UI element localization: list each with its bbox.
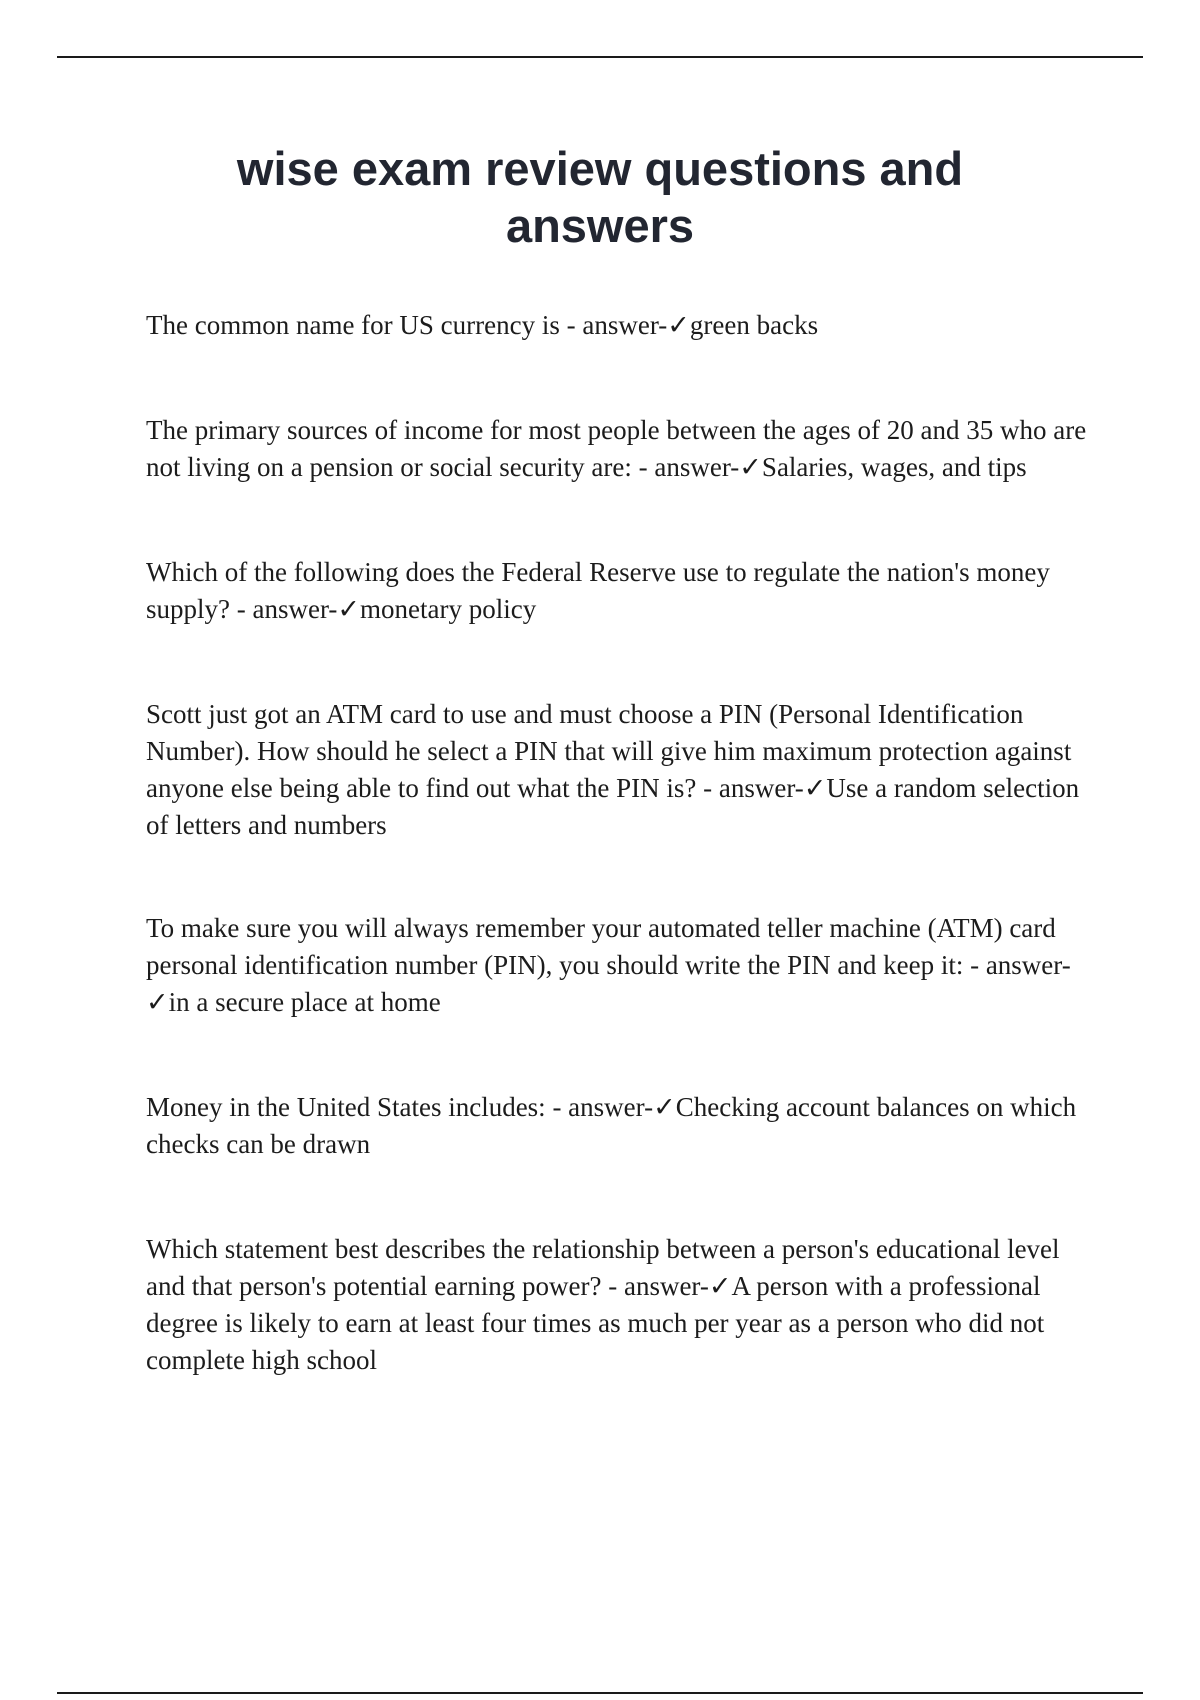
answer-marker: - answer-✓ bbox=[559, 310, 690, 340]
qa-list bbox=[146, 307, 1096, 1447]
qa-item-4 bbox=[146, 696, 1096, 844]
answer-marker: - answer-✓ bbox=[631, 452, 762, 482]
question-text: The primary sources of income for most people between the ages of 20 and 35 who are not living on a pension or social security are: bbox=[146, 415, 1087, 482]
answer-text: Salaries, wages, and tips bbox=[761, 452, 1027, 482]
qa-item-2 bbox=[146, 412, 1096, 486]
page-title: wise exam review questions and answers bbox=[236, 142, 964, 252]
question-text: Which statement best describes the relationship between a person's educational level and that person's potential earning power? bbox=[146, 1234, 1060, 1301]
answer-text: in a secure place at home bbox=[168, 987, 441, 1017]
answer-marker: - answer-✓ bbox=[146, 950, 1071, 1017]
qa-item-7 bbox=[146, 1231, 1096, 1379]
answer-text: A person with a professional degree is likely to earn at least four times as much per year as a person who did not complete high school bbox=[146, 1271, 1045, 1375]
top-rule bbox=[57, 56, 1143, 58]
qa-item-5 bbox=[146, 910, 1096, 1021]
bottom-rule bbox=[57, 1692, 1143, 1694]
qa-item-6 bbox=[146, 1089, 1096, 1163]
question-text: Scott just got an ATM card to use and must choose a PIN (Personal Identification Number). How should he select a PIN that will give him maximum protection against anyone else being able to find out what the PIN is? bbox=[146, 699, 1072, 803]
question-text: The common name for US currency is bbox=[146, 310, 560, 340]
answer-marker: - answer-✓ bbox=[545, 1092, 676, 1122]
answer-marker: - answer-✓ bbox=[230, 594, 361, 624]
answer-text: Checking account balances on which checks can be drawn bbox=[146, 1092, 1077, 1159]
answer-marker: - answer-✓ bbox=[601, 1271, 732, 1301]
answer-text: monetary policy bbox=[360, 594, 537, 624]
answer-marker: - answer-✓ bbox=[696, 773, 827, 803]
qa-item-3 bbox=[146, 554, 1096, 628]
question-text: Money in the United States includes: bbox=[146, 1092, 546, 1122]
question-text: To make sure you will always remember your automated teller machine (ATM) card personal identification number (PIN), you should write the PIN and keep it: bbox=[146, 913, 1056, 980]
answer-text: green backs bbox=[689, 310, 819, 340]
answer-text: Use a random selection of letters and numbers bbox=[146, 773, 1080, 840]
qa-item-1 bbox=[146, 307, 1096, 344]
question-text: Which of the following does the Federal Reserve use to regulate the nation's money supply? bbox=[146, 557, 1050, 624]
